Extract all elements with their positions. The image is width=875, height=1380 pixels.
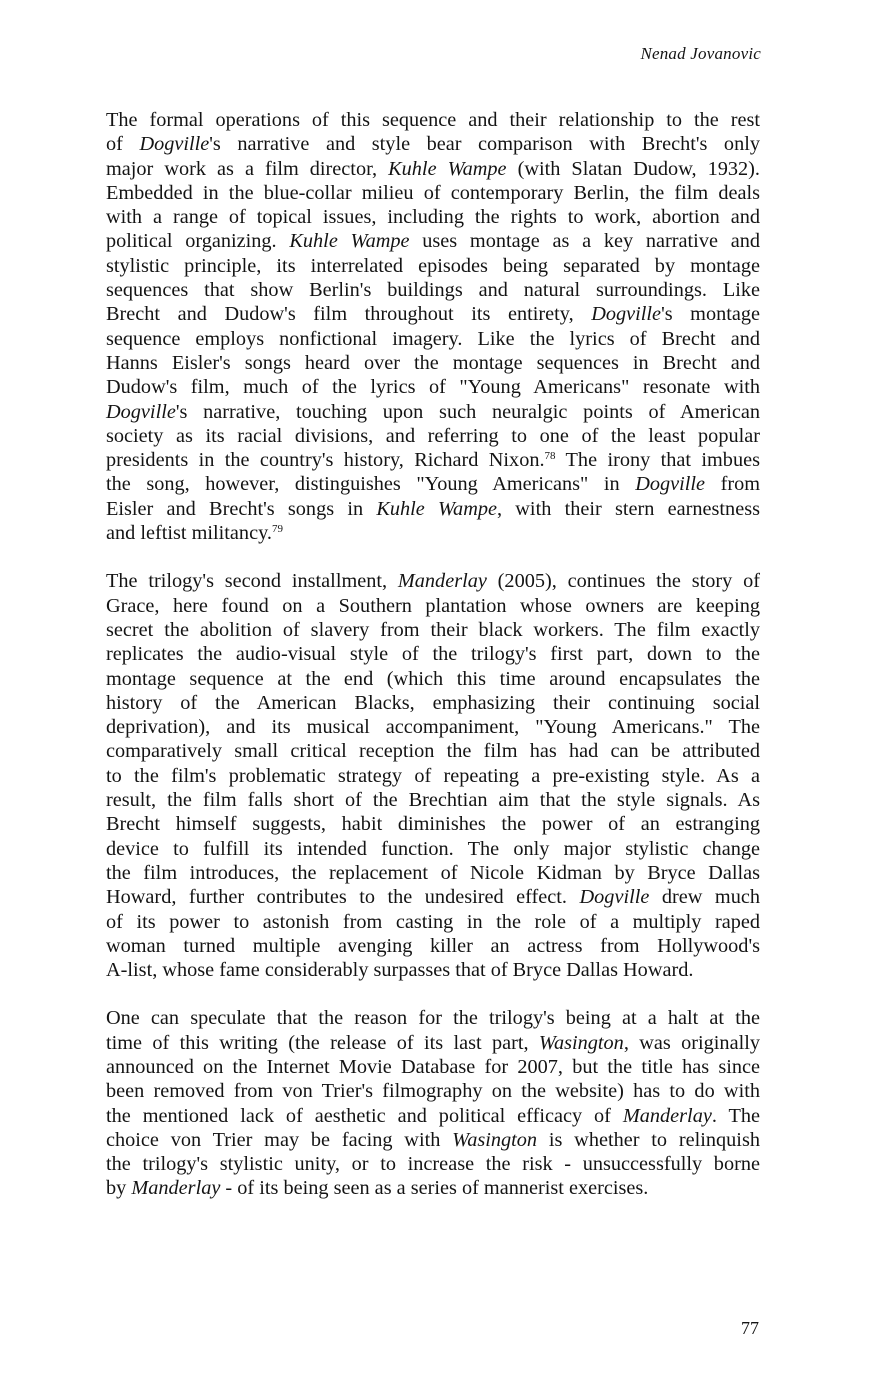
text-run: . The [711, 1104, 760, 1127]
text-run: comparatively small critical reception the film has had can be attributed [106, 740, 760, 763]
text-line [106, 400, 760, 424]
italic-title: Dogville [591, 303, 662, 326]
text-run: One can speculate that the reason for the trilogy's being at a halt at the [106, 1007, 760, 1030]
text-line [106, 739, 760, 763]
text-line [106, 132, 760, 156]
text-line [106, 278, 760, 302]
text-line [106, 691, 760, 715]
text-line [106, 837, 760, 861]
text-run: uses montage as a key narrative and [409, 230, 760, 253]
text-line [106, 788, 760, 812]
text-line [106, 254, 760, 278]
text-run: society as its racial divisions, and referring to one of the least popular [106, 424, 760, 447]
text-line [106, 1152, 760, 1176]
text-line [106, 448, 760, 472]
text-run: Brecht himself suggests, habit diminishes the power of an estranging [106, 813, 760, 836]
paragraph [106, 108, 760, 545]
text-run: with a range of topical issues, including the rights to work, abortion and [106, 206, 760, 229]
text-line [106, 618, 760, 642]
text-run: - of its being seen as a series of mannerist exercises. [220, 1177, 649, 1200]
text-run: Brecht and Dudow's film throughout its entirety, [106, 303, 592, 326]
body-text [106, 108, 760, 1225]
text-line [106, 569, 760, 593]
text-run: secret the abolition of slavery from their black workers. The film exactly [106, 618, 760, 641]
text-line [106, 764, 760, 788]
text-line [106, 108, 760, 132]
text-run: The trilogy's second installment, [106, 570, 398, 593]
text-line [106, 375, 760, 399]
text-line [106, 1031, 760, 1055]
text-line [106, 594, 760, 618]
italic-title: Kuhle Wampe [376, 497, 497, 520]
paragraph [106, 1006, 760, 1200]
text-run: drew much [649, 886, 760, 909]
text-run: 's narrative and style bear comparison with Brecht's only [209, 133, 760, 156]
text-line [106, 521, 760, 545]
text-line [106, 181, 760, 205]
text-run: and leftist militancy. [106, 522, 272, 545]
italic-title: Dogville [579, 886, 650, 909]
text-line [106, 1006, 760, 1030]
text-run: stylistic principle, its interrelated episodes being separated by montage [106, 254, 760, 277]
text-run: (with Slatan Dudow, 1932). [506, 157, 760, 180]
text-line [106, 229, 760, 253]
text-run: from [705, 473, 760, 496]
text-line [106, 205, 760, 229]
text-run: major work as a film director, [106, 157, 389, 180]
text-run: is whether to relinquish [537, 1128, 760, 1151]
text-line [106, 1104, 760, 1128]
italic-title: Wasington [452, 1128, 538, 1151]
text-line [106, 1176, 760, 1200]
text-run: The formal operations of this sequence and their relationship to the rest [106, 109, 760, 131]
italic-title: Manderlay [131, 1177, 221, 1200]
page-number: 77 [741, 1318, 759, 1338]
text-line [106, 472, 760, 496]
footnote-ref: 79 [271, 523, 283, 536]
text-line [106, 958, 760, 982]
text-line [106, 157, 760, 181]
text-line [106, 424, 760, 448]
text-run: Eisler and Brecht's songs in [106, 497, 377, 520]
text-run: the trilogy's stylistic unity, or to increase the risk - unsuccessfully borne [106, 1153, 760, 1176]
text-line [106, 351, 760, 375]
text-run: Howard, further contributes to the undesired effect. [106, 886, 580, 909]
text-run: history of the American Blacks, emphasizing their continuing social [106, 691, 760, 714]
text-run: Grace, here found on a Southern plantation whose owners are keeping [106, 594, 760, 617]
footnote-ref: 78 [544, 450, 556, 463]
text-run: montage sequence at the end (which this time around encapsulates the [106, 667, 760, 690]
text-run: , was originally [623, 1031, 760, 1054]
text-run: of [106, 133, 140, 156]
text-run: the mentioned lack of aesthetic and political efficacy of [106, 1104, 623, 1127]
text-run: The irony that imbues [555, 449, 760, 472]
text-run: presidents in the country's history, Richard Nixon. [106, 449, 545, 472]
text-line [106, 812, 760, 836]
text-run: result, the film falls short of the Brechtian aim that the style signals. As [106, 789, 760, 812]
text-line [106, 302, 760, 326]
text-run: replicates the audio-visual style of the trilogy's first part, down to the [106, 643, 760, 666]
text-run: of its power to astonish from casting in the role of a multiply raped [106, 910, 760, 933]
text-run: 's narrative, touching upon such neuralgic points of American [175, 400, 760, 423]
italic-title: Dogville [139, 133, 210, 156]
running-head-author: Nenad Jovanovic [640, 44, 761, 63]
text-run: (2005), continues the story of [486, 570, 760, 593]
text-line [106, 327, 760, 351]
text-run: the song, however, distinguishes "Young Americans" in [106, 473, 636, 496]
italic-title: Kuhle Wampe [388, 157, 507, 180]
text-run: A-list, whose fame considerably surpasses that of Bryce Dallas Howard. [106, 959, 694, 982]
italic-title: Kuhle Wampe [289, 230, 410, 253]
text-run: woman turned multiple avenging killer an actress from Hollywood's [106, 934, 760, 957]
text-line [106, 497, 760, 521]
text-run: Hanns Eisler's songs heard over the montage sequences in Brecht and [106, 351, 760, 374]
italic-title: Manderlay [622, 1104, 712, 1127]
text-run: 's montage [661, 303, 761, 326]
text-line [106, 715, 760, 739]
text-run: announced on the Internet Movie Database for 2007, but the title has since [106, 1055, 760, 1078]
italic-title: Wasington [538, 1031, 624, 1054]
text-run: device to fulfill its intended function. The only major stylistic change [106, 837, 760, 860]
italic-title: Dogville [106, 400, 176, 423]
text-run: to the film's problematic strategy of repeating a pre-existing style. As a [106, 764, 760, 787]
text-run: deprivation), and its musical accompaniment, "Young Americans." The [106, 716, 760, 739]
text-run: sequences that show Berlin's buildings and natural surroundings. Like [106, 279, 760, 302]
text-run: Dudow's film, much of the lyrics of "Young Americans" resonate with [106, 376, 760, 399]
text-line [106, 934, 760, 958]
text-line [106, 667, 760, 691]
text-run: by [106, 1177, 132, 1200]
text-run: been removed from von Trier's filmography on the website) has to do with [106, 1080, 760, 1103]
text-line [106, 885, 760, 909]
text-run: Embedded in the blue-collar milieu of contemporary Berlin, the film deals [106, 181, 760, 204]
text-line [106, 910, 760, 934]
text-run: the film introduces, the replacement of Nicole Kidman by Bryce Dallas [106, 861, 760, 884]
text-run: time of this writing (the release of its last part, [106, 1031, 539, 1054]
text-line [106, 642, 760, 666]
text-line [106, 1079, 760, 1103]
italic-title: Manderlay [397, 570, 487, 593]
text-line [106, 861, 760, 885]
text-run: choice von Trier may be facing with [106, 1128, 453, 1151]
text-run: sequence employs nonfictional imagery. Like the lyrics of Brecht and [106, 327, 760, 350]
paragraph [106, 569, 760, 982]
text-line [106, 1055, 760, 1079]
text-run: political organizing. [106, 230, 290, 253]
text-line [106, 1128, 760, 1152]
text-run: , with their stern earnestness [496, 497, 760, 520]
italic-title: Dogville [635, 473, 706, 496]
